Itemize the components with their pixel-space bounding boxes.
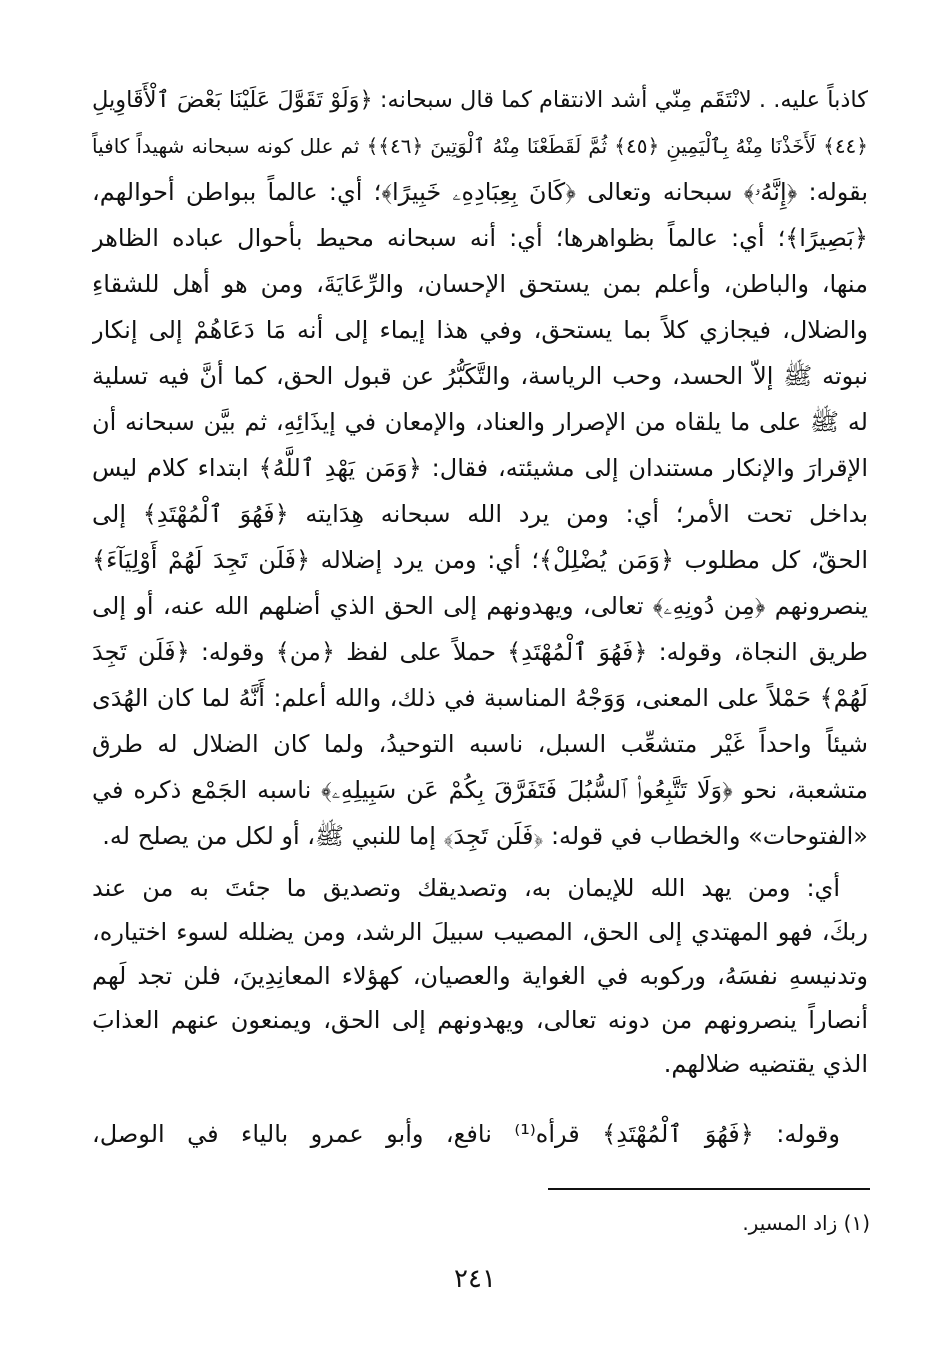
text-line: لَهُمْ﴾ حَمْلاً على المعنى، وَوَجْهُ المناسبة في ذلك، والله أعلم: أَنَّهُ لما كان الهُدَى: [92, 684, 868, 712]
text-line: متشعبة، نحو ﴿وَلَا تَتَّبِعُوا۟ ٱلسُّبُلَ فَتَفَرَّقَ بِكُمْ عَن سَبِيلِهِۦ﴾ ناسبه الجَمْع ذكره في: [92, 776, 868, 804]
text-line: أي: ومن يهد الله للإيمان به، وتصديقك وتصديق ما جئتَ به من عند: [92, 874, 840, 902]
text-line: بقوله: ﴿إِنَّهُۥ﴾ سبحانه وتعالى ﴿كَانَ بِعِبَادِهِۦ خَبِيرًا﴾؛ أي: عالماً ببواطن أحوالهم،: [92, 178, 868, 206]
text-line: بداخل تحت الأمر؛ أي: ومن يرد الله سبحانه هِدَايته ﴿فَهُوَ ٱلْمُهْتَدِ﴾ إلى: [92, 500, 868, 528]
text-line: كاذباً عليه. . لانْتَقَم مِنّي أشد الانتقام كما قال سبحانه: ﴿وَلَوْ تَقَوَّلَ عَلَيْنَا بَعْضَ ٱلْأَقَاوِيلِ: [92, 87, 868, 113]
text-line: ﴿٤٤﴾ لَأَخَذْنَا مِنْهُ بِٱلْيَمِينِ ﴿٤٥﴾ ثُمَّ لَقَطَعْنَا مِنْهُ ٱلْوَتِينَ ﴿٤٦﴾﴾ ثم علل كونه سبحانه شهيداً كافياً: [92, 134, 868, 158]
text-line: ينصرونهم ﴿مِن دُونِهِۦ﴾ تعالى، ويهدونهم إلى الحق الذي أضلهم الله عنه، أو إلى: [92, 592, 868, 620]
text-line: الإقرارَ والإنكار مستندان إلى مشيئته، فقال: ﴿وَمَن يَهْدِ ٱللَّهُ﴾ ابتداء كلام ليس: [92, 454, 868, 482]
text-line: والضلال، فيجازي كلاً بما يستحق، وفي هذا إيماء إلى أنه مَا دَعَاهُمْ إلى إنكار: [92, 316, 868, 344]
text-line: أنصاراً ينصرونهم من دونه تعالى، ويهدونهم إلى الحق، ويمنعون عنهم العذابَ: [92, 1006, 868, 1034]
footnote-separator: [548, 1188, 870, 1190]
text-line: وتدنيسهِ نفسَهُ، وركوبه في الغواية والعصيان، كهؤلاء المعانِدِينَ، فلن تجد لَهم: [92, 962, 868, 990]
text-line: منها، والباطن، وأعلم بمن يستحق الإحسان، والرِّعَايَةَ، ومن هو أهل للشقاءِ: [92, 270, 868, 298]
text-line: الذي يقتضيه ضلالهم.: [663, 1050, 868, 1078]
footnote: (١) زاد المسير.: [742, 1211, 870, 1235]
text-line: طريق النجاة، وقوله: ﴿فَهُوَ ٱلْمُهْتَدِ﴾ حملاً على لفظ ﴿من﴾ وقوله: ﴿فَلَن تَجِدَ: [92, 638, 868, 666]
text-line: الحقّ، كل مطلوب ﴿وَمَن يُضْلِلْ﴾؛ أي: ومن يرد إضلاله ﴿فَلَن تَجِدَ لَهُمْ أَوْلِيَآءَ﴾: [92, 546, 868, 574]
text-line: نبوته ﷺ إلاّ الحسد، وحب الرياسة، والتَّكَبُّرُ عن قبول الحق، كما أنَّ فيه تسلية: [92, 362, 868, 390]
text-line: ﴿بَصِيرًا﴾؛ أي: عالماً بظواهرها؛ أي: أنه سبحانه محيط بأحوال عباده الظاهر: [92, 224, 868, 252]
text-line: «الفتوحات» والخطاب في قوله: ﴿فَلَن تَجِدَ﴾ إما للنبي ﷺ، أو لكل من يصلح له.: [102, 822, 868, 850]
text-line: وقوله: ﴿فَهُوَ ٱلْمُهْتَدِ﴾ قرأه⁽¹⁾ نافع، وأبو عمرو بالياء في الوصل،: [92, 1120, 840, 1148]
text-line: له ﷺ على ما يلقاه من الإصرار والعناد، والإمعان في إيذَائِهِ، ثم بيَّن سبحانه أن: [92, 408, 868, 436]
text-line: ربكَ، فهو المهتدي إلى الحق، المصيب سبيلَ الرشد، ومن يضلله لسوء اختياره،: [92, 918, 868, 946]
page-number: ٢٤١: [454, 1264, 496, 1294]
text-line: شيئاً واحداً غَيْر متشعِّب السبل، ناسبه التوحيدُ، ولما كان الضلال له طرق: [92, 730, 868, 758]
